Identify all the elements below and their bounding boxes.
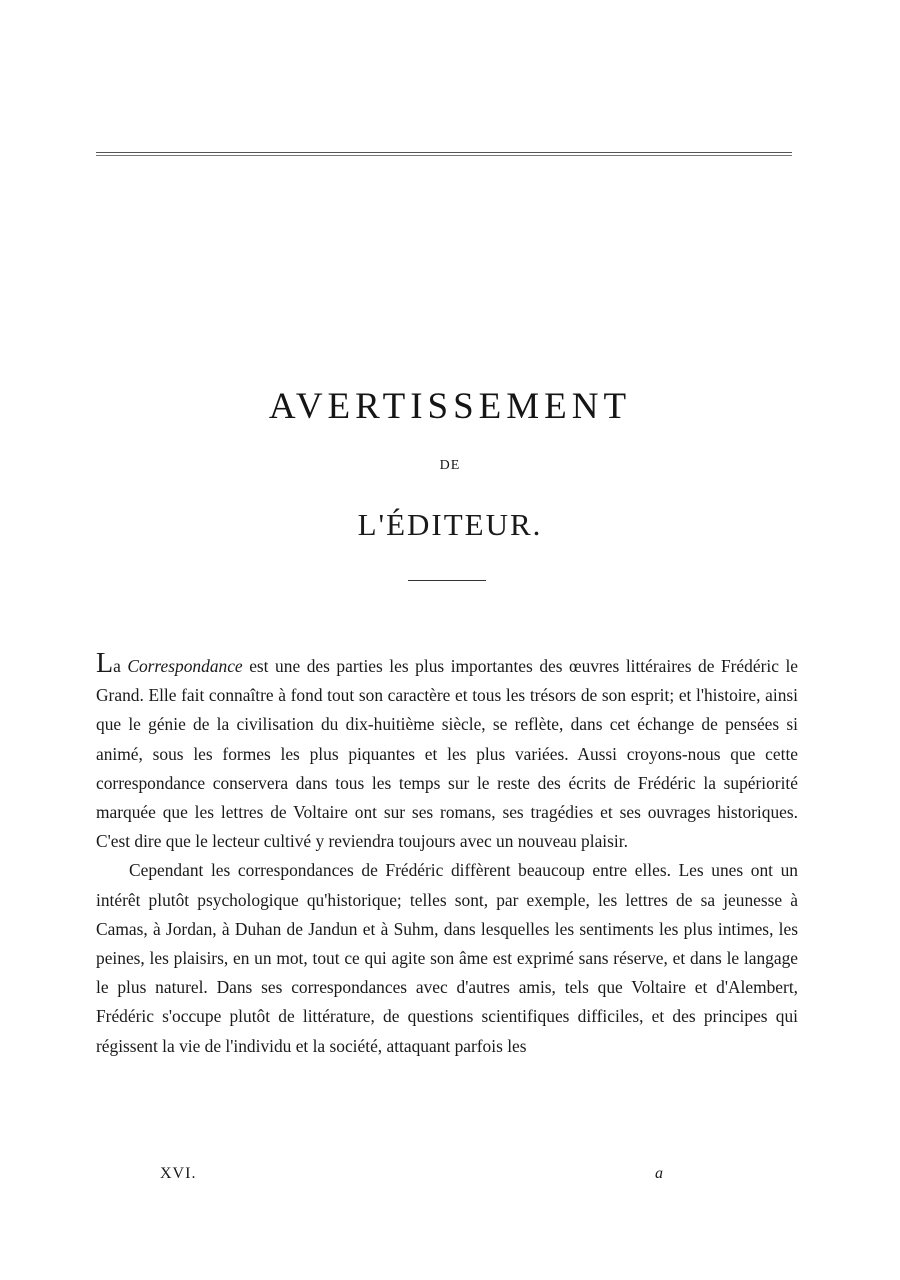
italic-term: Correspondance [127,656,243,676]
body-text [96,648,798,1061]
title-connector: DE [439,458,461,473]
volume-number: XVI. [160,1165,197,1182]
paragraph-1-lead: a [113,656,128,676]
page-title: AVERTISSEMENT [268,386,632,427]
paragraph-1-text: est une des parties les plus importantes des œuvres littéraires de Frédéric le Grand. Elle fait connaître à fond tout son caractère et tous les trésors de son esprit; et l'histoire, ainsi que le génie de la civilisation du dix-huitième siècle, se reflète, dans cet échange de pensées si animé, sous les formes les plus piquantes et les plus variées. Aussi croyons-nous que cette correspondance conservera dans tous les temps sur le reste des écrits de Frédéric la supériorité marquée que les lettres de Voltaire ont sur ses romans, ses tragédies et ses ouvrages historiques. C'est dire que le lecteur cultivé y reviendra toujours avec un nouveau plaisir. [96,656,798,852]
title-divider [408,580,486,581]
paragraph-1 [96,648,798,856]
paragraph-2: Cependant les correspondances de Frédéric diffèrent beaucoup entre elles. Les unes ont un intérêt plutôt psychologique qu'historique; telles sont, par exemple, les lettres de sa jeunesse à Camas, à Jordan, à Duhan de Jandun et à Suhm, dans lesquelles les sentiments les plus intimes, les peines, les plaisirs, en un mot, tout ce qui agite son âme est exprimé sans réserve, et dans le langage le plus naturel. Dans ses correspondances avec d'autres amis, tels que Voltaire et d'Alembert, Frédéric s'occupe plutôt de littérature, de questions scientifiques difficiles, et des principes qui régissent la vie de l'individu et la société, attaquant parfois les [96,860,798,1056]
top-double-rule [96,152,792,156]
signature-mark: a [655,1165,663,1182]
page-subtitle: L'ÉDITEUR. [357,507,543,542]
initial-letter: L [96,648,114,679]
